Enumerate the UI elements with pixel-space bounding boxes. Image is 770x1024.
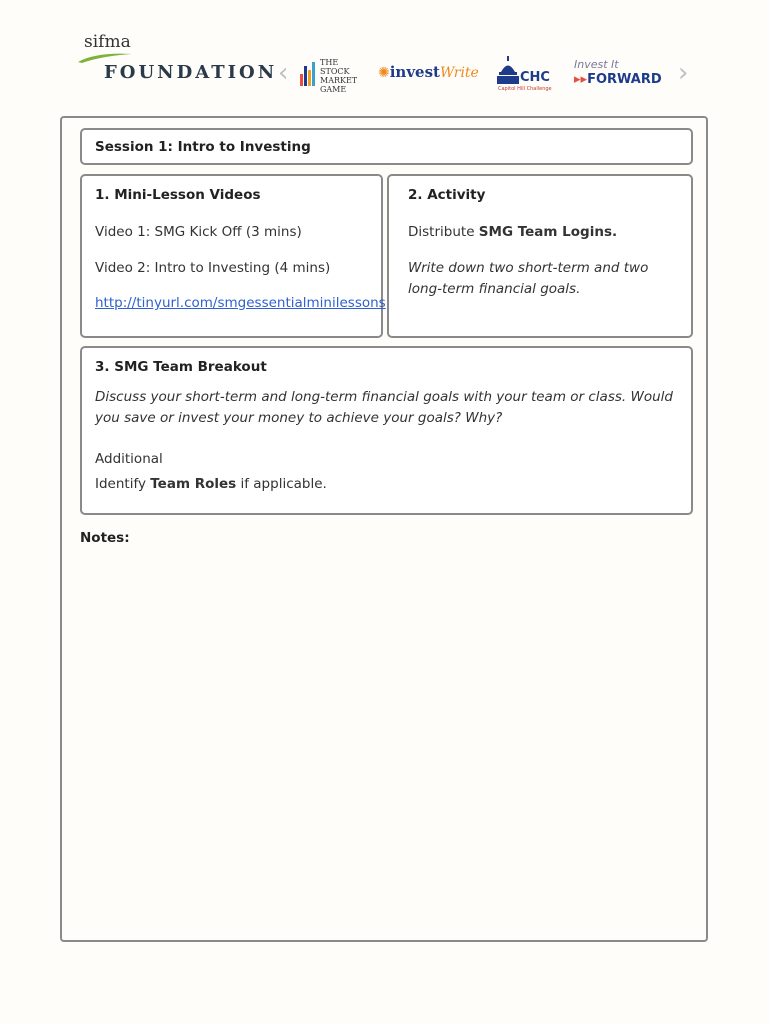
bar-chart-icon bbox=[300, 62, 316, 86]
capitol-dome-icon bbox=[496, 56, 520, 86]
activity-box bbox=[387, 174, 693, 338]
team-breakout-box bbox=[80, 346, 693, 515]
session-title-box bbox=[80, 128, 693, 165]
distribute-instruction: Distribute SMG Team Logins. bbox=[408, 224, 618, 240]
investwrite-logo: ✺investWrite bbox=[378, 63, 479, 81]
mini-lesson-heading: 1. Mini-Lesson Videos bbox=[95, 187, 261, 203]
session-title: Session 1: Intro to Investing bbox=[95, 139, 311, 155]
sifma-wordmark: sifma bbox=[84, 32, 131, 52]
right-bracket-icon: › bbox=[678, 58, 689, 88]
lightbulb-icon: ✺ bbox=[378, 65, 390, 81]
invest-it-forward-logo: Invest It ▸▸FORWARD bbox=[574, 58, 662, 87]
mini-lesson-box bbox=[80, 174, 386, 338]
partner-logos bbox=[278, 56, 690, 96]
notes-label: Notes: bbox=[80, 530, 130, 546]
mini-lessons-link[interactable]: http://tinyurl.com/smgessentialminilessons bbox=[95, 295, 386, 311]
smg-wordmark: THE STOCK MARKET GAME bbox=[320, 58, 358, 94]
activity-heading: 2. Activity bbox=[408, 187, 486, 203]
breakout-heading: 3. SMG Team Breakout bbox=[95, 359, 267, 375]
capitol-hill-challenge-logo: CHC Capitol Hill Challenge bbox=[496, 56, 556, 94]
additional-label: Additional bbox=[95, 451, 163, 467]
breakout-prompt: Discuss your short-term and long-term financial goals with your team or class. Would you save or invest your money to achieve your goals? Why? bbox=[95, 389, 673, 426]
video-1-label: Video 1: SMG Kick Off (3 mins) bbox=[95, 224, 302, 240]
header bbox=[0, 0, 770, 110]
stock-market-game-logo bbox=[300, 58, 370, 92]
team-roles-instruction: Identify Team Roles if applicable. bbox=[95, 476, 327, 492]
foundation-wordmark: FOUNDATION bbox=[104, 62, 278, 83]
sifma-foundation-logo bbox=[76, 32, 276, 92]
left-bracket-icon: ‹ bbox=[278, 58, 289, 88]
video-2-label: Video 2: Intro to Investing (4 mins) bbox=[95, 260, 331, 276]
goals-instruction: Write down two short-term and two long-term financial goals. bbox=[408, 260, 649, 297]
